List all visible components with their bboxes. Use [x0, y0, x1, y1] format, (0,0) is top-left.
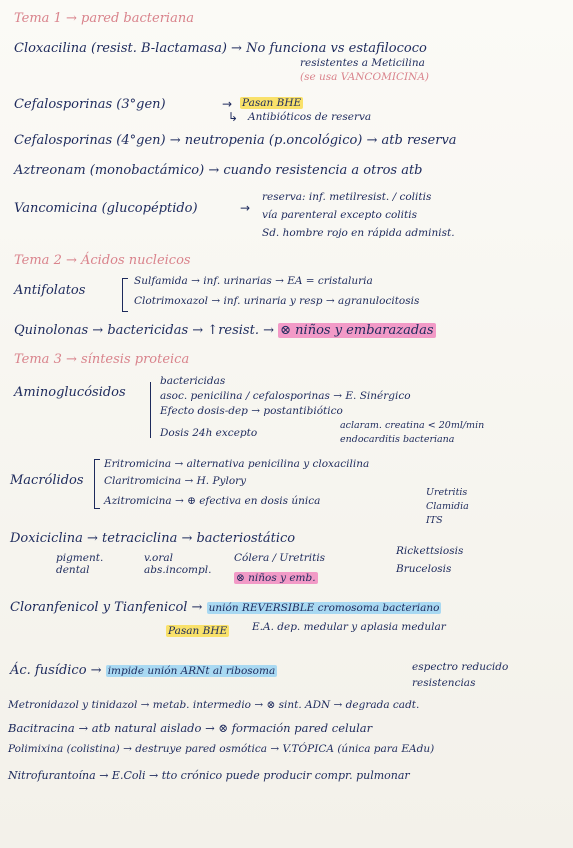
amino-exception-1: aclaram. creatina < 20ml/min [340, 420, 485, 431]
vanco-item-1: reserva: inf. metilresist. / colitis [262, 191, 432, 203]
azitromicina-line: Azitromicina → ⊕ efectiva en dosis única [104, 495, 321, 507]
doxi-colera: Cólera / Uretritis [234, 552, 326, 564]
cloranfenicol-highlight: unión REVERSIBLE cromosoma bacteriano [208, 602, 440, 614]
sulfamida-line: Sulfamida → inf. urinarias → EA = cristaluria [134, 275, 373, 287]
tema3-heading: Tema 3 → síntesis proteica [14, 352, 190, 367]
doxiciclina-line: Doxiciclina → tetraciclina → bacteriostático [10, 531, 296, 546]
doxi-pigment: pigment. dental [56, 552, 104, 576]
cloranfenicol-text: Cloranfenicol y Tianfenicol → [10, 600, 203, 615]
antifolatos-label: Antifolatos [14, 283, 86, 298]
quinolonas-warning: ⊗ niños y embarazadas [280, 323, 434, 338]
cloran-ea: E.A. dep. medular y aplasia medular [252, 621, 446, 633]
vanco-item-2: vía parenteral excepto colitis [262, 209, 417, 221]
cloranfenicol-line [10, 601, 441, 615]
arrow-icon: → [222, 97, 233, 111]
pasan-bhe-badge: Pasan BHE [242, 97, 302, 109]
polimixina-line: Polimixina (colistina) → destruye pared osmótica → V.TÓPICA (única para EAdu) [8, 743, 435, 755]
arrow-icon: ↳ [228, 110, 239, 124]
eritromicina-line: Eritromicina → alternativa penicilina y cloxacilina [104, 458, 370, 470]
claritromicina-line: Claritromicina → H. Pylory [104, 475, 247, 487]
fusidico-text: Ác. fusídico → [10, 663, 102, 678]
bracket [94, 459, 100, 509]
bracket [122, 278, 128, 312]
cefalosporinas-3gen: Cefalosporinas (3°gen) [14, 97, 166, 112]
vancomicina-label: Vancomicina (glucopéptido) [14, 201, 198, 216]
nitrofurantoina-line: Nitrofurantoína → E.Coli → tto crónico puede producir compr. pulmonar [8, 769, 410, 782]
amino-exception-2: endocarditis bacteriana [340, 434, 455, 445]
macrolidos-label: Macrólidos [10, 473, 84, 488]
bacitracina-line: Bacitracina → atb natural aislado → ⊗ formación pared celular [8, 721, 373, 735]
cloran-bhe-row [166, 626, 229, 638]
tema1-heading: Tema 1 → pared bacteriana [14, 11, 194, 26]
fusidico-item-2: resistencias [412, 677, 476, 689]
doxi-warning: ⊗ niños y emb. [236, 572, 316, 584]
brucelosis: Brucelosis [396, 563, 452, 575]
azi-uretritis: Uretritis [426, 487, 468, 498]
metronidazol-line: Metronidazol y tinidazol → metab. intermedio → ⊗ sint. ADN → degrada cadt. [8, 699, 420, 711]
azi-clamidia: Clamidia [426, 501, 469, 512]
cefalosporinas-4gen: Cefalosporinas (4°gen) → neutropenia (p.oncológico) → atb reserva [14, 133, 457, 148]
doxi-oral: v.oral abs.incompl. [144, 552, 212, 576]
amino-item-4: Dosis 24h excepto [160, 427, 258, 439]
aminoglucosidos-label: Aminoglucósidos [14, 385, 126, 400]
azi-its: ITS [426, 515, 443, 526]
quinolonas-line [14, 324, 436, 338]
amino-item-3: Efecto dosis-dep → postantibiótico [160, 405, 343, 417]
cloxacilina-line-2: resistentes a Meticilina [300, 57, 425, 69]
tema2-heading: Tema 2 → Ácidos nucleicos [14, 253, 191, 268]
clotrimoxazol-line: Clotrimoxazol → inf. urinaria y resp → agranulocitosis [134, 295, 420, 307]
fusidico-item-1: espectro reducido [412, 661, 509, 673]
fusidico-highlight: impide unión ARNt al ribosoma [107, 665, 276, 677]
amino-item-2: asoc. penicilina / cefalosporinas → E. Sinérgico [160, 390, 411, 402]
amino-item-1: bactericidas [160, 375, 226, 387]
arrow-icon: → [240, 201, 251, 215]
quinolonas-text: Quinolonas → bactericidas → ↑resist. → [14, 323, 274, 338]
cefa3-reserve: Antibióticos de reserva [248, 111, 372, 123]
fusidico-line [10, 664, 277, 678]
aztreonam-line: Aztreonam (monobactámico) → cuando resistencia a otros atb [14, 163, 423, 178]
cefa3-highlight [240, 98, 303, 110]
cloran-pasan-bhe: Pasan BHE [168, 625, 228, 637]
cloxacilina-line: Cloxacilina (resist. B-lactamasa) → No funciona vs estafilococo [14, 41, 427, 56]
rickettsiosis: Rickettsiosis [396, 545, 464, 557]
cloxacilina-line-3: (se usa VANCOMICINA) [300, 71, 430, 83]
doxi-warning-row [234, 573, 318, 585]
vanco-item-3: Sd. hombre rojo en rápida administ. [262, 227, 455, 239]
brace-line [150, 382, 151, 438]
